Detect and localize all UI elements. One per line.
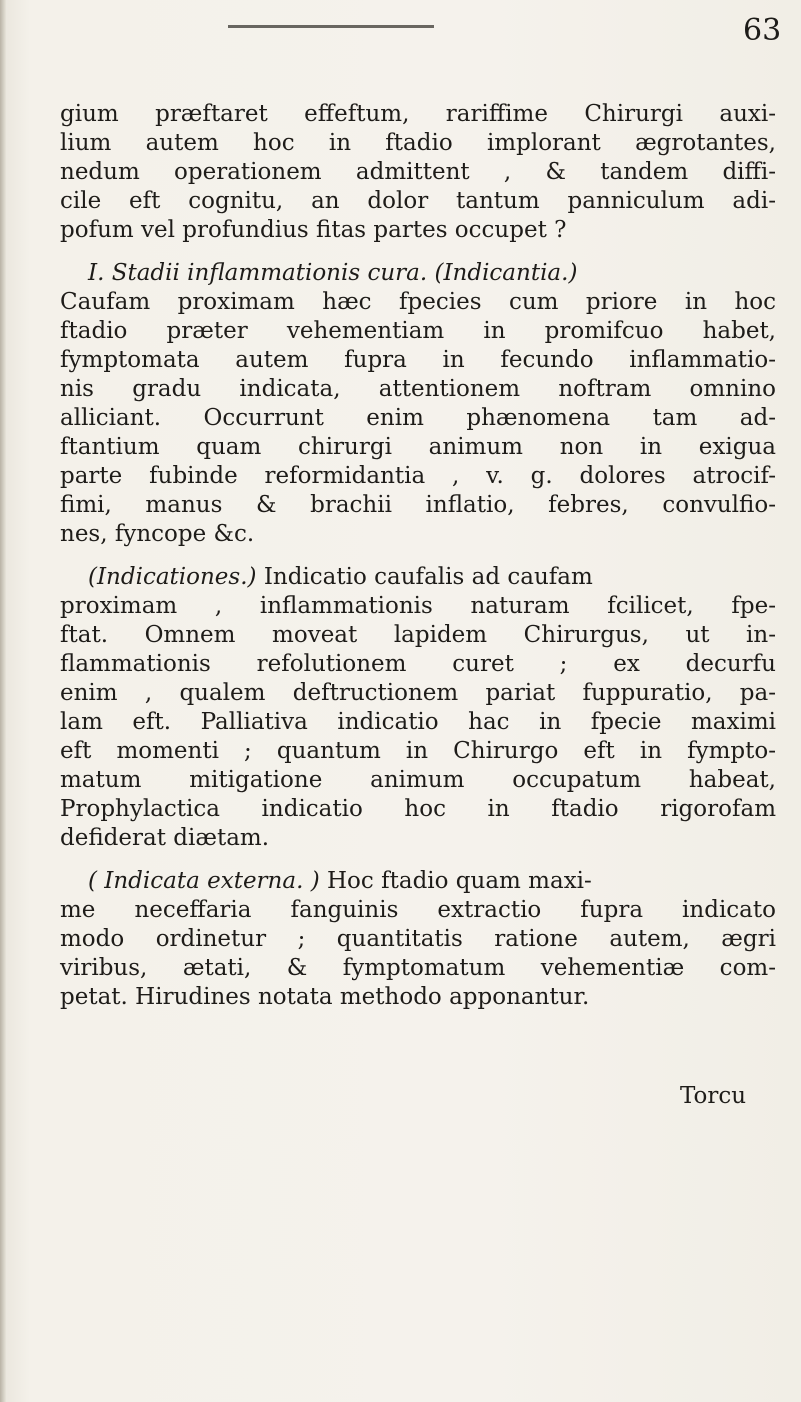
text-line: nes, fyncope &c. [60,521,255,547]
text-line: Prophylactica indicatio hoc in ftadio rigorofam [60,796,776,822]
text-line: proximam , inflammationis naturam fcilicet, fpe- [60,593,776,619]
text-line: flammationis refolutionem curet ; ex decurfu [60,651,776,677]
text-line: pofum vel profundius fitas partes occupet ? [60,217,567,243]
section-heading: I. Stadii inflammationis cura. (Indicantia.) [88,260,578,286]
body-text [60,100,776,1026]
text-line: lam eft. Palliativa indicatio hac in fpecie maximi [60,709,776,735]
text-line: modo ordinetur ; quantitatis ratione autem, ægri [60,926,776,952]
paragraph-1 [60,100,776,245]
text-run: Indicatio caufalis ad caufam [256,564,593,590]
text-line: Caufam proximam hæc fpecies cum priore in hoc [60,289,776,315]
text-line: lium autem hoc in ftadio implorant ægrotantes, [60,130,776,156]
text-line: matum mitigatione animum occupatum habeat, [60,767,776,793]
text-line: nedum operationem admittent , & tandem diffi- [60,159,776,185]
text-line: ftat. Omnem moveat lapidem Chirurgus, ut in- [60,622,776,648]
paragraph-4 [60,867,776,1012]
text-line: petat. Hirudines notata methodo apponantur. [60,984,590,1010]
text-line: alliciant. Occurrunt enim phænomena tam ad- [60,405,776,431]
text-line [60,563,776,592]
text-line: enim , qualem deftructionem pariat fuppuratio, pa- [60,680,776,706]
text-line: eft momenti ; quantum in Chirurgo eft in fympto- [60,738,776,764]
text-line: fimi, manus & brachii inflatio, febres, convulfio- [60,492,776,518]
text-line: me neceffaria fanguinis extractio fupra indicato [60,897,776,923]
text-line: gium præftaret effeftum, rariffime Chirurgi auxi- [60,101,776,127]
text-line: nis gradu indicata, attentionem noftram omnino [60,376,776,402]
text-line: ftadio præter vehementiam in promifcuo habet, [60,318,776,344]
header-rule [228,25,434,28]
text-line: fymptomata autem fupra in fecundo inflammatio- [60,347,776,373]
text-line: viribus, ætati, & fymptomatum vehementiæ com- [60,955,776,981]
page-gutter-shadow [0,0,6,1402]
subsection-lead: (Indicationes.) [88,564,257,590]
text-line: cile eft cognitu, an dolor tantum panniculum adi- [60,188,776,214]
text-line: ftantium quam chirurgi animum non in exigua [60,434,776,460]
page-number: 63 [743,13,782,48]
paragraph-2 [60,259,776,549]
text-line: parte fubinde reformidantia , v. g. dolores atrocif- [60,463,776,489]
text-run: Hoc ftadio quam maxi- [319,868,592,894]
subsection-lead: ( Indicata externa. ) [88,868,320,894]
catchword: Torcu [680,1083,747,1109]
text-line: defiderat diætam. [60,825,270,851]
paragraph-3 [60,563,776,853]
text-line [60,867,776,896]
